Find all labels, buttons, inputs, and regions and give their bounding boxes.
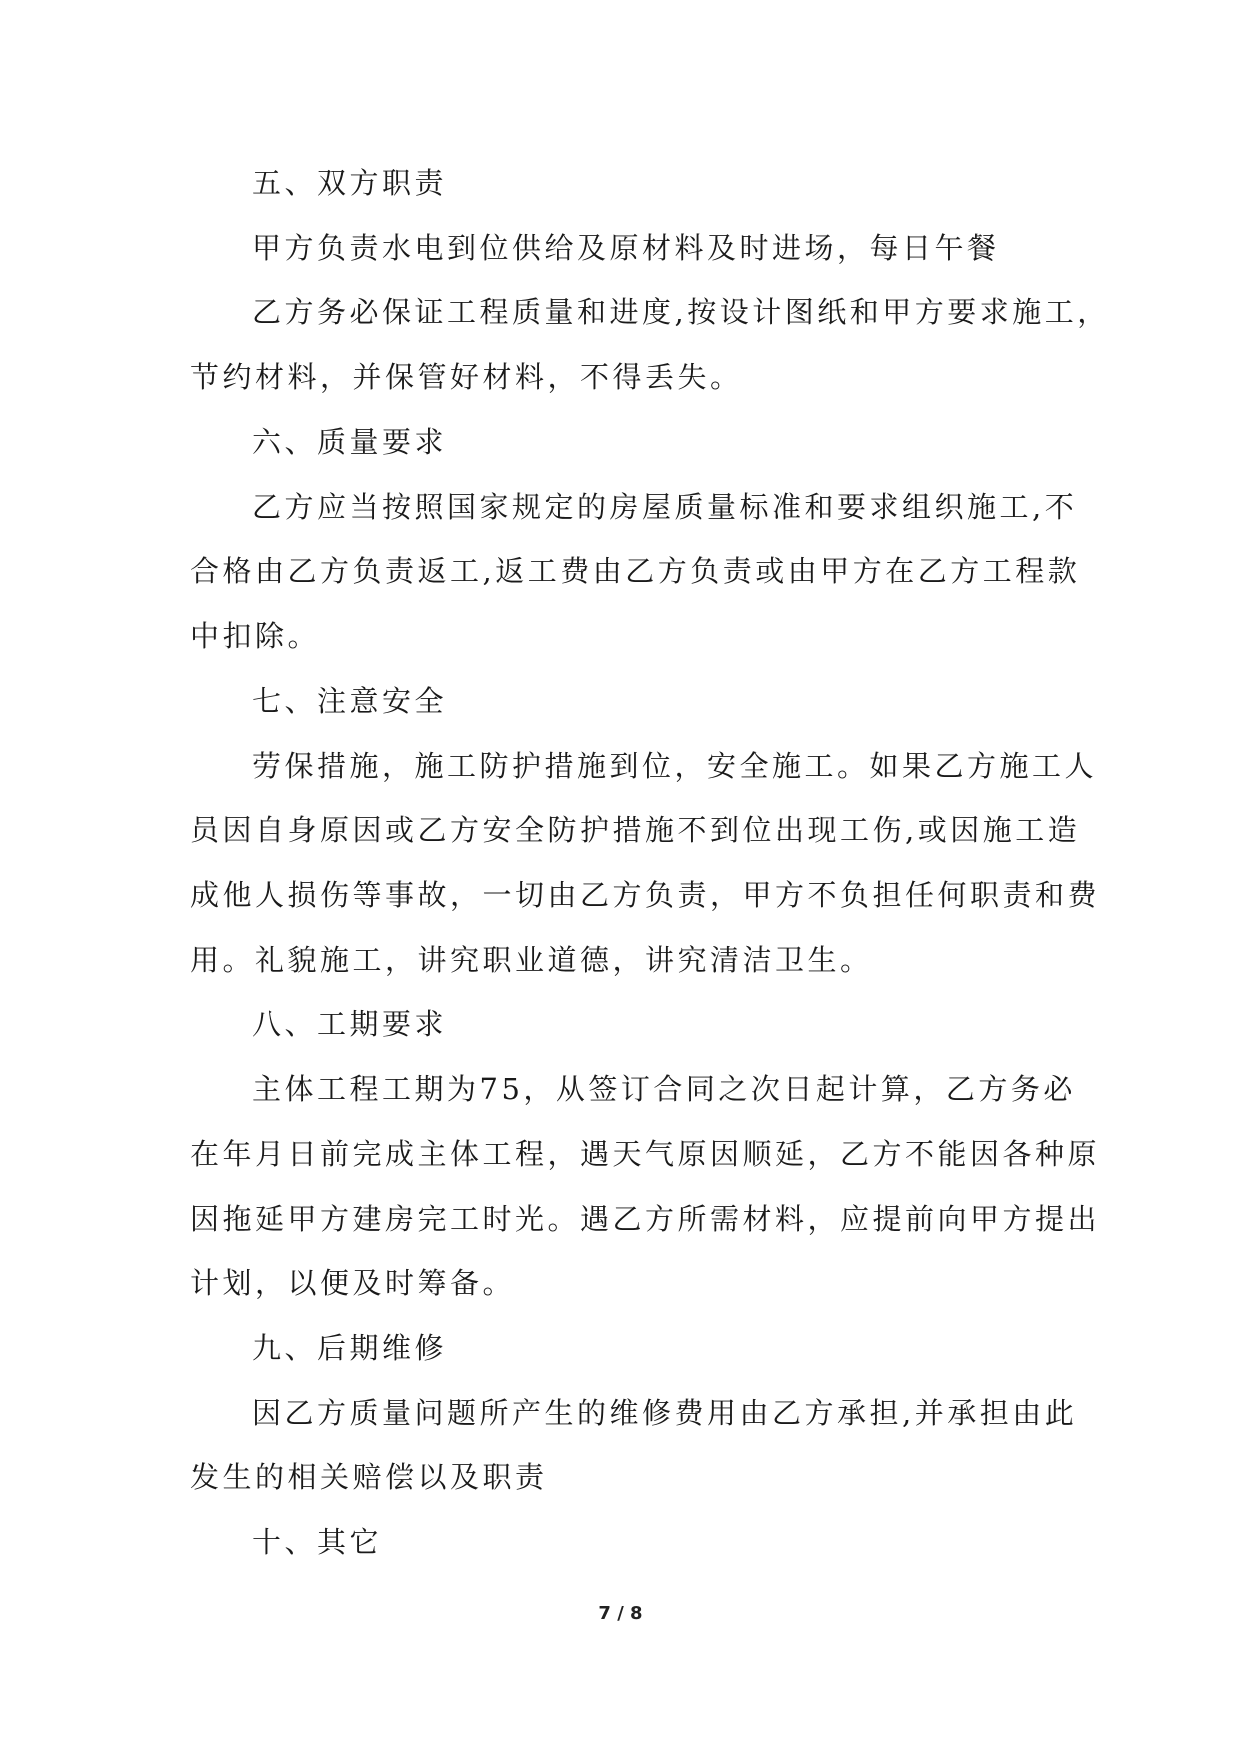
paragraph-line: 节约材料，并保管好材料，不得丢失。	[190, 360, 743, 394]
paragraph-line: 发生的相关赔偿以及职责	[190, 1460, 548, 1494]
paragraph-line: 甲方负责水电到位供给及原材料及时进场，每日午餐	[252, 231, 1000, 265]
paragraph-line: 合格由乙方负责返工,返工费由乙方负责或由甲方在乙方工程款	[190, 554, 1081, 588]
section-heading-8: 八、工期要求	[252, 1007, 448, 1041]
section-heading-5: 五、双方职责	[252, 166, 448, 200]
paragraph-line: 中扣除。	[190, 619, 321, 653]
paragraph-line: 计划，以便及时筹备。	[190, 1266, 516, 1300]
paragraph-line: 因乙方质量问题所产生的维修费用由乙方承担,并承担由此	[252, 1396, 1078, 1430]
section-heading-6: 六、质量要求	[252, 425, 448, 459]
section-heading-10: 十、其它	[252, 1525, 383, 1559]
paragraph-line: 乙方务必保证工程质量和进度,按设计图纸和甲方要求施工，	[252, 295, 1110, 329]
paragraph-line: 用。礼貌施工，讲究职业道德，讲究清洁卫生。	[190, 943, 873, 977]
paragraph-line: 劳保措施，施工防护措施到位，安全施工。如果乙方施工人	[252, 749, 1098, 783]
paragraph-line: 因拖延甲方建房完工时光。遇乙方所需材料，应提前向甲方提出	[190, 1202, 1101, 1236]
page-number: 7 / 8	[598, 1603, 643, 1624]
paragraph-line: 在年月日前完成主体工程，遇天气原因顺延，乙方不能因各种原	[190, 1137, 1101, 1171]
paragraph-line: 乙方应当按照国家规定的房屋质量标准和要求组织施工,不	[252, 490, 1078, 524]
paragraph-line: 主体工程工期为75，从签订合同之次日起计算，乙方务必	[252, 1072, 1076, 1106]
paragraph-line: 成他人损伤等事故，一切由乙方负责，甲方不负担任何职责和费	[190, 878, 1101, 912]
paragraph-line: 员因自身原因或乙方安全防护措施不到位出现工伤,或因施工造	[190, 813, 1081, 847]
section-heading-7: 七、注意安全	[252, 684, 448, 718]
section-heading-9: 九、后期维修	[252, 1331, 448, 1365]
